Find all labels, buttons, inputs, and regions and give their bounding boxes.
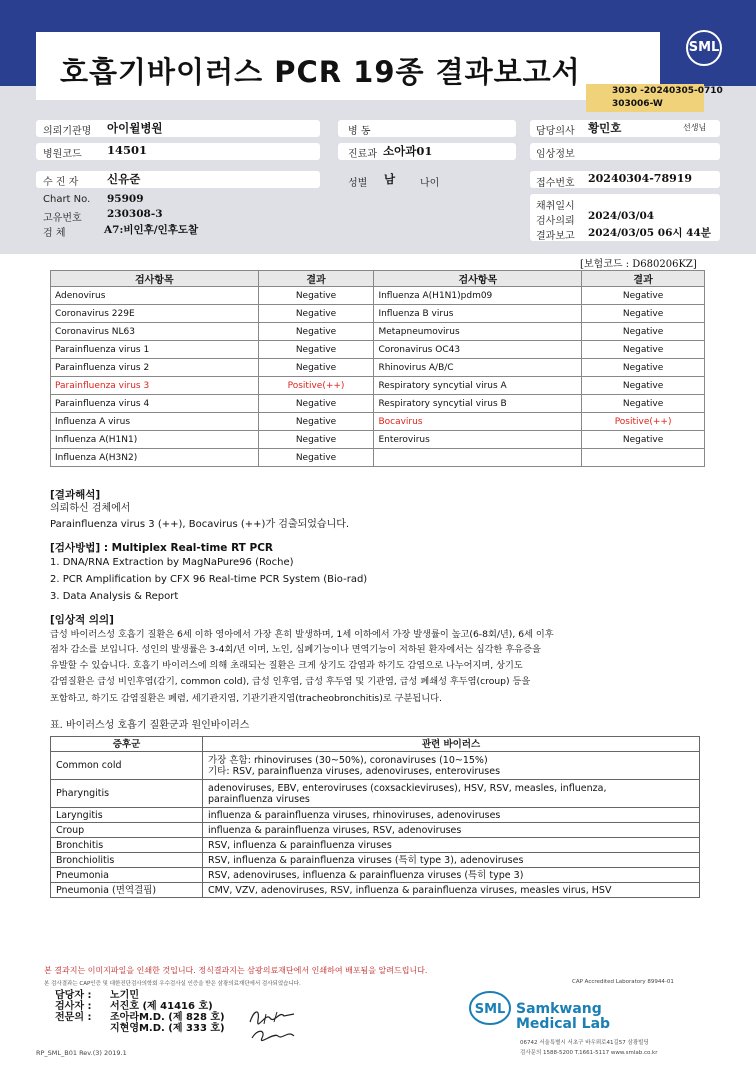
report-title: 호흡기바이러스 PCR 19종 결과보고서 bbox=[60, 55, 581, 89]
result-item-name bbox=[374, 449, 582, 467]
virus-line: 기타: RSV, parainfluenza viruses, adenoviruses, enteroviruses bbox=[208, 765, 501, 777]
result-item-name: Adenovirus bbox=[51, 287, 259, 305]
header-item-2: 검사항목 bbox=[374, 271, 582, 287]
doctor-value: 황민호 bbox=[588, 121, 622, 135]
result-value: Negative bbox=[258, 395, 374, 413]
barcode-line-2: 303006-W bbox=[612, 99, 663, 109]
samkwang-logo bbox=[468, 990, 512, 1029]
syndrome-row bbox=[51, 780, 700, 808]
request-value: 2024/03/04 bbox=[588, 210, 655, 222]
result-value: Negative bbox=[258, 431, 374, 449]
virus-line: parainfluenza viruses bbox=[208, 793, 310, 805]
specimen-value: A7:비인후/인후도찰 bbox=[104, 224, 199, 236]
result-item-name: Enterovirus bbox=[374, 431, 582, 449]
clinical-meaning-heading: [임상적 의의] bbox=[50, 614, 114, 626]
result-item-name: Parainfluenza virus 1 bbox=[51, 341, 259, 359]
name-field-bg bbox=[36, 171, 320, 188]
result-item-name: Influenza A(H1N1)pdm09 bbox=[374, 287, 582, 305]
result-row bbox=[51, 305, 705, 323]
sex-label: 성별 bbox=[348, 178, 368, 189]
sign-value-tester: 서진호 (제 41416 호) bbox=[110, 1001, 213, 1012]
result-item-name: Influenza B virus bbox=[374, 305, 582, 323]
virus-line: adenoviruses, EBV, enteroviruses (coxsackieviruses), HSV, RSV, measles, influenza, bbox=[208, 782, 607, 794]
syndrome-viruses bbox=[203, 752, 700, 780]
result-row bbox=[51, 359, 705, 377]
syndrome-name: Croup bbox=[51, 823, 203, 838]
sign-label-manager: 담당자 : bbox=[55, 990, 92, 1001]
method-step-3: 3. Data Analysis & Report bbox=[50, 591, 179, 602]
results-header-row bbox=[51, 271, 705, 287]
receipt-label: 접수번호 bbox=[536, 178, 575, 189]
result-item-name: Rhinovirus A/B/C bbox=[374, 359, 582, 377]
result-row bbox=[51, 395, 705, 413]
method-step-2: 2. PCR Amplification by CFX 96 Real-time PCR System (Bio-rad) bbox=[50, 574, 368, 585]
hospital-code-label: 병원코드 bbox=[43, 149, 82, 160]
result-item-name: Respiratory syncytial virus A bbox=[374, 377, 582, 395]
result-value: Negative bbox=[258, 413, 374, 431]
result-value: Negative bbox=[582, 287, 705, 305]
result-value: Negative bbox=[582, 305, 705, 323]
syndrome-table-caption: 표. 바이러스성 호흡기 질환군과 원인바이러스 bbox=[50, 720, 250, 731]
institution-value: 아이윌병원 bbox=[107, 121, 163, 135]
lab-phone: 검사문의 1588-5200 T.1661-5117 www.smlab.co.kr bbox=[520, 1050, 658, 1056]
ward-label: 병 동 bbox=[348, 126, 371, 137]
result-value: Negative bbox=[258, 341, 374, 359]
result-value: Negative bbox=[582, 395, 705, 413]
dept-value: 소아과01 bbox=[383, 144, 433, 158]
syndrome-row bbox=[51, 868, 700, 883]
result-row bbox=[51, 287, 705, 305]
method-step-1: 1. DNA/RNA Extraction by MagNaPure96 (Roche) bbox=[50, 557, 294, 568]
result-value: Negative bbox=[582, 377, 705, 395]
result-item-name: Parainfluenza virus 3 bbox=[51, 377, 259, 395]
syndrome-viruses bbox=[203, 780, 700, 808]
sign-value-manager: 노기민 bbox=[110, 990, 139, 1001]
syndrome-header-name: 증후군 bbox=[51, 737, 203, 752]
result-value: Positive(++) bbox=[582, 413, 705, 431]
chart-label: Chart No. bbox=[43, 194, 91, 205]
clinical-meaning-line-2: 점차 감소를 보입니다. 성인의 발생률은 3-4회/년 이며, 노인, 심폐기능이나 면역기능이 저하된 환자에서는 심각한 후유증을 bbox=[50, 644, 541, 655]
syndrome-name: Pharyngitis bbox=[51, 780, 203, 808]
insurance-code: [보험코드 : D680206KZ] bbox=[580, 259, 697, 270]
syndrome-header-viruses: 관련 바이러스 bbox=[203, 737, 700, 752]
result-row bbox=[51, 377, 705, 395]
result-item-name: Metapneumovirus bbox=[374, 323, 582, 341]
hospital-code-value: 14501 bbox=[107, 143, 148, 157]
result-value: Negative bbox=[582, 341, 705, 359]
result-value: Positive(++) bbox=[258, 377, 374, 395]
result-value: Negative bbox=[258, 449, 374, 467]
result-value: Negative bbox=[582, 431, 705, 449]
collect-label: 채취일시 bbox=[536, 201, 575, 212]
result-item-name: Influenza A(H3N2) bbox=[51, 449, 259, 467]
result-row bbox=[51, 413, 705, 431]
svg-text:SML: SML bbox=[474, 1002, 506, 1017]
form-code: RP_SML_B01 Rev.(3) 2019.1 bbox=[36, 1049, 127, 1057]
syndrome-viruses bbox=[203, 868, 700, 883]
syndrome-row bbox=[51, 752, 700, 780]
syndrome-row bbox=[51, 838, 700, 853]
interpretation-line-2: Parainfluenza virus 3 (++), Bocavirus (++)가 검출되었습니다. bbox=[50, 519, 350, 530]
sml-logo-icon: SML bbox=[686, 30, 722, 66]
age-label: 나이 bbox=[420, 178, 440, 189]
clinical-meaning-line-5: 포함하고, 하기도 감염질환은 폐렴, 세기관지염, 기관기관지염(tracheobronchitis)로 구분됩니다. bbox=[50, 693, 442, 704]
specimen-label: 검 체 bbox=[43, 228, 66, 239]
request-label: 검사의뢰 bbox=[536, 216, 575, 227]
result-value: Negative bbox=[258, 359, 374, 377]
syndrome-name: Bronchitis bbox=[51, 838, 203, 853]
virus-line: 가장 흔함: rhinoviruses (30~50%), coronaviruses (10~15%) bbox=[208, 754, 488, 766]
clinical-label: 임상정보 bbox=[536, 149, 575, 160]
sign-value-specialist-2: 지현영M.D. (제 333 호) bbox=[110, 1023, 225, 1034]
sign-label-tester: 검사자 : bbox=[55, 1001, 92, 1012]
unique-value: 230308-3 bbox=[107, 208, 163, 220]
result-item-name: Influenza A(H1N1) bbox=[51, 431, 259, 449]
barcode-line-1: 3030 -20240305-0710 bbox=[612, 86, 723, 96]
syndrome-name: Bronchiolitis bbox=[51, 853, 203, 868]
syndrome-name: Pneumonia bbox=[51, 868, 203, 883]
barcode-tag bbox=[586, 84, 723, 112]
receipt-value: 20240304-78919 bbox=[588, 172, 693, 185]
syndrome-row bbox=[51, 808, 700, 823]
clinical-meaning-line-4: 감염질환은 급성 비인후염(감기, common cold), 급성 인후염, 급성 후두염 및 기관염, 급성 폐쇄성 후두염(croup) 등을 bbox=[50, 676, 531, 687]
dept-label: 진료과 bbox=[348, 149, 377, 160]
virus-line: CMV, VZV, adenoviruses, RSV, influenza & parainfluenza viruses, measles virus, HSV bbox=[208, 884, 612, 896]
virus-line: RSV, influenza & parainfluenza viruses (특히 type 3), adenoviruses bbox=[208, 854, 524, 866]
clinical-meaning-line-3: 유발할 수 있습니다. 호흡기 바이러스에 의해 초래되는 질환은 크게 상기도 감염과 하기도 감염으로 나누어지며, 상기도 bbox=[50, 660, 523, 671]
result-row bbox=[51, 431, 705, 449]
result-value: 2024/03/05 06시 44분 bbox=[588, 227, 711, 239]
header-result-2: 결과 bbox=[582, 271, 705, 287]
chart-value: 95909 bbox=[107, 193, 144, 205]
sml-footer-logo-icon bbox=[468, 990, 512, 1026]
result-value bbox=[582, 449, 705, 467]
header-item-1: 검사항목 bbox=[51, 271, 259, 287]
header-result-1: 결과 bbox=[258, 271, 374, 287]
virus-line: influenza & parainfluenza viruses, rhinoviruses, adenoviruses bbox=[208, 809, 501, 821]
result-item-name: Coronavirus NL63 bbox=[51, 323, 259, 341]
doctor-label: 담당의사 bbox=[536, 126, 575, 137]
virus-line: RSV, adenoviruses, influenza & parainfluenza viruses (특히 type 3) bbox=[208, 869, 524, 881]
syndrome-viruses bbox=[203, 853, 700, 868]
virus-line: RSV, influenza & parainfluenza viruses bbox=[208, 839, 392, 851]
sign-label-specialist: 전문의 : bbox=[55, 1012, 92, 1023]
doctor-suffix: 선생님 bbox=[683, 123, 707, 132]
image-notice: 본 결과지는 이미지파일을 인쇄한 것입니다. 정식결과지는 삼광의료재단에서 인쇄하여 배포됨을 알려드립니다. bbox=[44, 966, 428, 975]
result-row bbox=[51, 449, 705, 467]
result-item-name: Parainfluenza virus 4 bbox=[51, 395, 259, 413]
syndrome-viruses bbox=[203, 838, 700, 853]
result-row bbox=[51, 323, 705, 341]
syndrome-viruses bbox=[203, 823, 700, 838]
interpretation-heading: [결과해석] bbox=[50, 489, 101, 501]
sign-value-specialist-1: 조아라M.D. (제 828 호) bbox=[110, 1012, 225, 1023]
syndrome-header-row bbox=[51, 737, 700, 752]
result-value: Negative bbox=[582, 323, 705, 341]
unique-label: 고유번호 bbox=[43, 213, 82, 224]
lab-name-2: Medical Lab bbox=[516, 1016, 611, 1032]
result-item-name: Respiratory syncytial virus B bbox=[374, 395, 582, 413]
interpretation-line-1: 의뢰하신 검체에서 bbox=[50, 503, 131, 514]
syndrome-name: Pneumonia (면역결핍) bbox=[51, 883, 203, 898]
result-value: Negative bbox=[258, 287, 374, 305]
clinical-meaning-line-1: 급성 바이러스성 호흡기 질환은 6세 이하 영아에서 가장 흔히 발생하며, 1세 이하에서 가장 발생률이 높고(6-8회/년), 6세 이후 bbox=[50, 629, 554, 640]
result-value: Negative bbox=[258, 323, 374, 341]
result-item-name: Bocavirus bbox=[374, 413, 582, 431]
result-item-name: Coronavirus 229E bbox=[51, 305, 259, 323]
sex-value: 남 bbox=[384, 172, 396, 186]
results-table bbox=[50, 270, 705, 467]
name-label: 수 진 자 bbox=[43, 177, 79, 188]
syndrome-name: Common cold bbox=[51, 752, 203, 780]
syndrome-viruses bbox=[203, 808, 700, 823]
result-item-name: Coronavirus OC43 bbox=[374, 341, 582, 359]
syndrome-name: Laryngitis bbox=[51, 808, 203, 823]
lab-address: 06742 서울특별시 서초구 바우뫼로41길57 삼광빌딩 bbox=[520, 1040, 649, 1046]
cap-accreditation: CAP Accredited Laboratory 89944-01 bbox=[572, 979, 674, 985]
lab-name-1: Samkwang bbox=[516, 1001, 602, 1017]
syndrome-row bbox=[51, 883, 700, 898]
result-value: Negative bbox=[582, 359, 705, 377]
result-item-name: Parainfluenza virus 2 bbox=[51, 359, 259, 377]
result-value: Negative bbox=[258, 305, 374, 323]
result-label: 결과보고 bbox=[536, 231, 575, 242]
syndrome-row bbox=[51, 823, 700, 838]
result-item-name: Influenza A virus bbox=[51, 413, 259, 431]
handwritten-signatures bbox=[244, 1002, 302, 1044]
syndrome-table bbox=[50, 736, 700, 898]
name-value: 신유준 bbox=[107, 172, 141, 186]
syndrome-row bbox=[51, 853, 700, 868]
accreditation-fine-print: 본 검사결과는 CAP인증 및 대한진단검사의학회 우수검사실 인증을 받은 삼광의료재단에서 검사되었습니다. bbox=[44, 981, 301, 987]
syndrome-viruses bbox=[203, 883, 700, 898]
virus-line: influenza & parainfluenza viruses, RSV, adenoviruses bbox=[208, 824, 462, 836]
method-heading: [검사방법] : Multiplex Real-time RT PCR bbox=[50, 542, 273, 554]
institution-label: 의뢰기관명 bbox=[43, 126, 92, 137]
result-row bbox=[51, 341, 705, 359]
